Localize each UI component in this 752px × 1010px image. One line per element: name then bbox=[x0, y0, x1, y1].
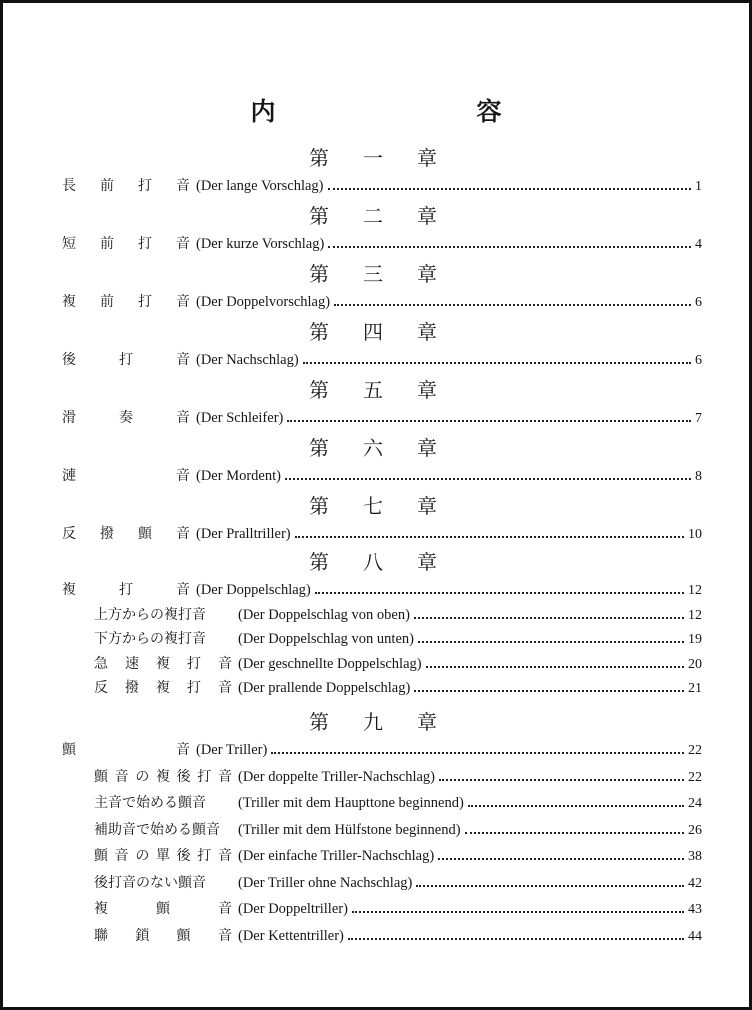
entry-japanese-title: 下方からの複打音 bbox=[94, 631, 206, 647]
entry-german-title: (Der einfache Triller-Nachschlag) bbox=[238, 848, 435, 864]
entry-japanese-title: 滑 奏 音 bbox=[62, 410, 190, 426]
dot-leader bbox=[414, 617, 684, 619]
toc-entry bbox=[94, 678, 702, 699]
entry-page-number: 22 bbox=[688, 743, 702, 758]
entry-page-number: 7 bbox=[695, 411, 702, 426]
dot-leader bbox=[418, 641, 684, 643]
toc-entry bbox=[94, 767, 702, 788]
entry-japanese-title: 反 撥 複 打 音 bbox=[94, 680, 232, 696]
dot-leader bbox=[352, 911, 684, 913]
entry-german-title: (Triller mit dem Haupttone beginnend) bbox=[238, 795, 464, 811]
dot-leader bbox=[438, 858, 684, 860]
entry-japanese-title: 反 撥 顫 音 bbox=[62, 526, 190, 542]
entry-page-number: 10 bbox=[688, 527, 702, 542]
entry-page-number: 19 bbox=[688, 632, 702, 647]
entry-japanese-title: 後打音のない顫音 bbox=[94, 874, 206, 891]
toc-entry bbox=[94, 926, 702, 947]
entry-japanese-title: 顫 音 の 複 後 打 音 bbox=[94, 768, 232, 785]
entry-japanese-title: 複 前 打 音 bbox=[62, 294, 190, 310]
entry-german-title: (Der doppelte Triller-Nachschlag) bbox=[238, 768, 436, 785]
toc-entry bbox=[94, 873, 702, 894]
entry-page-number: 6 bbox=[695, 353, 702, 368]
chapter-heading: 第七章 bbox=[309, 494, 471, 518]
dot-leader bbox=[426, 666, 684, 668]
entry-german-title: (Der Triller) bbox=[196, 742, 268, 758]
toc-entry bbox=[94, 793, 702, 814]
toc-entry bbox=[94, 820, 702, 841]
chapter-heading: 第四章 bbox=[309, 320, 471, 344]
dot-leader bbox=[465, 832, 684, 834]
dot-leader bbox=[303, 362, 691, 364]
entry-page-number: 20 bbox=[688, 656, 702, 672]
entry-page-number: 8 bbox=[695, 469, 702, 484]
entry-german-title: (Der Doppelschlag von oben) bbox=[238, 606, 410, 623]
entry-japanese-title: 漣 音 bbox=[62, 468, 190, 484]
chapter-heading: 第二章 bbox=[309, 204, 471, 228]
toc-entry bbox=[94, 846, 702, 867]
entry-page-number: 24 bbox=[688, 796, 702, 811]
entry-page-number: 12 bbox=[688, 583, 702, 598]
entry-german-title: (Der kurze Vorschlag) bbox=[196, 236, 325, 252]
chapter-heading: 第三章 bbox=[309, 262, 471, 286]
entry-german-title: (Der Doppelvorschlag) bbox=[196, 294, 331, 310]
entry-page-number: 38 bbox=[688, 849, 702, 864]
toc-entry bbox=[62, 292, 702, 313]
entry-page-number: 22 bbox=[688, 769, 702, 785]
entry-german-title: (Der Doppelschlag) bbox=[196, 582, 311, 598]
entry-german-title: (Der Doppelschlag von unten) bbox=[238, 631, 414, 647]
entry-japanese-title: 長 前 打 音 bbox=[62, 178, 190, 194]
entry-japanese-title: 顫 音 の 單 後 打 音 bbox=[94, 848, 232, 864]
entry-page-number: 6 bbox=[695, 295, 702, 310]
entry-german-title: (Der Triller ohne Nachschlag) bbox=[238, 874, 413, 891]
toc-entry bbox=[94, 899, 702, 920]
entry-japanese-title: 複 打 音 bbox=[62, 582, 190, 598]
entry-japanese-title: 短 前 打 音 bbox=[62, 236, 190, 252]
entry-japanese-title: 聯 鎖 顫 音 bbox=[94, 927, 232, 944]
entry-page-number: 12 bbox=[688, 607, 702, 623]
dot-leader bbox=[285, 478, 691, 480]
dot-leader bbox=[414, 690, 684, 692]
entry-german-title: (Der prallende Doppelschlag) bbox=[238, 680, 411, 696]
dot-leader bbox=[328, 246, 691, 248]
entry-japanese-title: 補助音で始める顫音 bbox=[94, 821, 220, 838]
chapter-heading: 第八章 bbox=[309, 550, 471, 574]
dot-leader bbox=[416, 885, 684, 887]
dot-leader bbox=[271, 752, 684, 754]
entry-japanese-title: 顫 音 bbox=[62, 742, 190, 758]
chapter-heading: 第一章 bbox=[309, 146, 471, 170]
toc-entry bbox=[94, 605, 702, 626]
entry-german-title: (Der Pralltriller) bbox=[196, 526, 291, 542]
entry-german-title: (Triller mit dem Hülfstone beginnend) bbox=[238, 821, 461, 838]
toc-entry bbox=[62, 234, 702, 255]
dot-leader bbox=[287, 420, 691, 422]
chapter-heading: 第六章 bbox=[309, 436, 471, 460]
dot-leader bbox=[348, 938, 684, 940]
toc-entry bbox=[62, 524, 702, 545]
toc-entry bbox=[62, 740, 702, 761]
dot-leader bbox=[334, 304, 691, 306]
entry-japanese-title: 主音で始める顫音 bbox=[94, 795, 206, 811]
entry-japanese-title: 上方からの複打音 bbox=[94, 606, 206, 623]
entry-german-title: (Der Doppeltriller) bbox=[238, 901, 348, 917]
chapter-heading: 第九章 bbox=[309, 710, 471, 734]
entry-japanese-title: 後 打 音 bbox=[62, 352, 190, 368]
entry-german-title: (Der Kettentriller) bbox=[238, 927, 344, 944]
dot-leader bbox=[315, 592, 684, 594]
entry-page-number: 44 bbox=[688, 928, 702, 944]
entry-german-title: (Der Mordent) bbox=[196, 468, 281, 484]
toc-entry bbox=[62, 466, 702, 487]
entry-page-number: 42 bbox=[688, 875, 702, 891]
entry-german-title: (Der lange Vorschlag) bbox=[196, 178, 324, 194]
toc-entry bbox=[62, 176, 702, 197]
entry-german-title: (Der Nachschlag) bbox=[196, 352, 299, 368]
chapter-heading: 第五章 bbox=[309, 378, 471, 402]
entry-page-number: 26 bbox=[688, 822, 702, 838]
entry-german-title: (Der geschnellte Doppelschlag) bbox=[238, 655, 422, 672]
toc-entry bbox=[62, 350, 702, 371]
entry-german-title: (Der Schleifer) bbox=[196, 410, 284, 426]
entry-japanese-title: 急 速 複 打 音 bbox=[94, 655, 232, 672]
toc-entry bbox=[94, 629, 702, 650]
dot-leader bbox=[468, 805, 684, 807]
entry-page-number: 21 bbox=[688, 681, 702, 696]
dot-leader bbox=[295, 536, 684, 538]
entry-page-number: 4 bbox=[695, 237, 702, 252]
toc-entry bbox=[62, 580, 702, 601]
entry-page-number: 1 bbox=[695, 179, 702, 194]
toc-entry bbox=[94, 654, 702, 675]
entry-page-number: 43 bbox=[688, 902, 702, 917]
dot-leader bbox=[328, 188, 691, 190]
entry-japanese-title: 複 顫 音 bbox=[94, 901, 232, 917]
page-title: 内 容 bbox=[250, 97, 590, 126]
dot-leader bbox=[439, 779, 684, 781]
toc-entry bbox=[62, 408, 702, 429]
